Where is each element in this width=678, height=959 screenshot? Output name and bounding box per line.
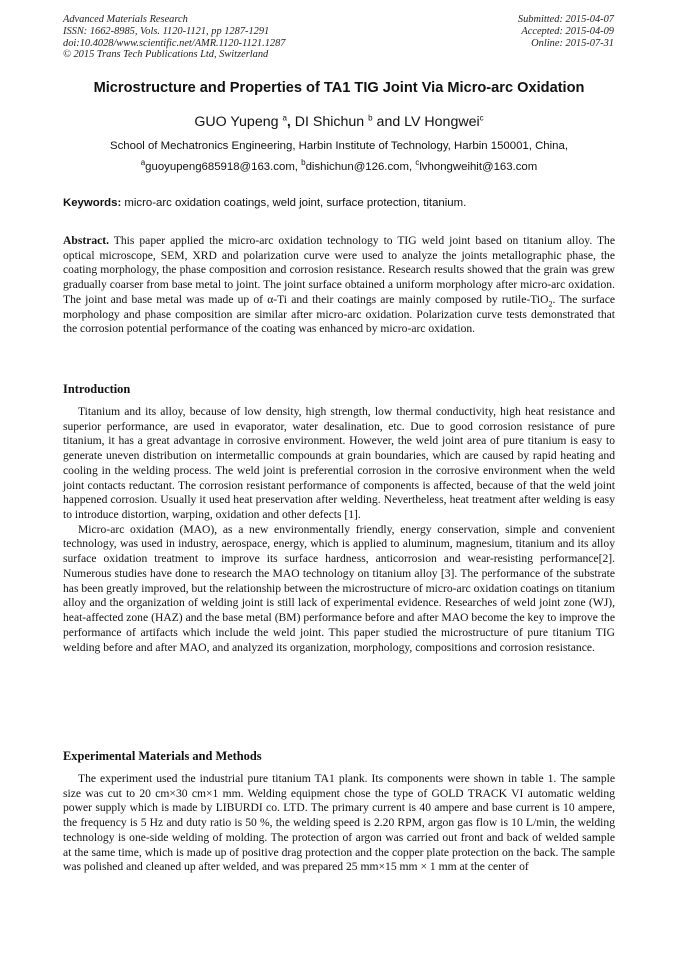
affiliation: School of Mechatronics Engineering, Harbin Institute of Technology, Harbin 150001, China,: [109, 140, 568, 152]
author-name: GUO Yupeng: [194, 114, 279, 130]
email-address: dishichun@126.com,: [305, 161, 416, 173]
paragraph: Micro-arc oxidation (MAO), as a new environmentally friendly, energy conservation, simple and convenient technology, was used in industry, aerospace, energy, which is applied to aluminum, magnesium, titanium and its alloy surface oxidation treatment to improve its surface hardness, anticorrosion and wear-resisting performance[2]. Numerous studies have done to research the MAO technology on titanium alloy [3]. The performance of the substrate has been greatly improved, but the relationship between the microstructure of micro-arc oxidation coatings on titanium alloy and the organization of welding joint is still lack of experimental evidence. Researches of weld joint zone (WJ), heat-affected zone (HAZ) and the base metal (BM) performance before and after MAO become the key to improve the performance of artifacts which include the weld joint. This paper studied the microstructure of pure titanium TIG welding before and after MAO, and analyzed its organization, morphology, compositions and corrosion resistance.: [63, 522, 615, 654]
journal-header-right: [384, 14, 614, 49]
author-list: [40, 114, 638, 130]
email-address: guoyupeng685918@163.com,: [145, 161, 302, 173]
section-heading-introduction: Introduction: [63, 382, 131, 396]
paragraph: The experiment used the industrial pure titanium TA1 plank. Its components were shown in table 1. The sample size was cut to 20 cm×30 cm×1 mm. Welding equipment chose the type of GOLD TRACK VI automatic welding power supply which is made by LIBURDI co. LTD. The primary current is 40 ampere and base current is 10 ampere, the frequency is 5 Hz and duty ratio is 50 %, the welding speed is 2.20 RPM, argon gas flow is 10 L/min, the welding technology is one-side welding of molding. The protection of argon was carried out front and back of welded sample at the same time, which is made up of positive drag protection and the copper plate protection on the back. The sample was polished and cleaned up after welded, and was prepared 25 mm×15 mm × 1 mm at the center of: [63, 772, 615, 874]
accepted-date: Accepted: 2015-04-09: [521, 25, 614, 37]
journal-header-left: [63, 14, 393, 61]
author-name: LV Hongwei: [404, 114, 480, 130]
paper-title: Microstructure and Properties of TA1 TIG Joint Via Micro-arc Oxidation: [93, 80, 585, 96]
abstract-text-cont: . The surface morphology and phase composition are similar after micro-arc oxidation. Polarization curve tests demonstrated that the corrosion potential performance of the coating was enhanced by micro-arc oxidation.: [63, 292, 615, 336]
abstract: [63, 234, 615, 337]
subscript: 2: [548, 299, 553, 309]
author-mark: a: [282, 113, 287, 123]
abstract-label: Abstract.: [63, 234, 110, 247]
introduction-body: [63, 405, 615, 655]
keywords-label: Keywords:: [63, 197, 122, 209]
copyright-line: © 2015 Trans Tech Publications Ltd, Switzerland: [63, 49, 269, 61]
author-name: DI Shichun: [294, 114, 365, 130]
author-separator: ,: [286, 114, 295, 130]
author-separator: and: [372, 114, 405, 130]
email-mark: c: [415, 158, 420, 168]
journal-name: Advanced Materials Research: [63, 14, 188, 25]
email-mark: a: [140, 158, 146, 168]
section-heading-experimental: Experimental Materials and Methods: [63, 749, 262, 763]
author-mark: c: [479, 113, 484, 123]
author-emails: [40, 158, 638, 173]
email-address: lvhongweihit@163.com: [419, 161, 538, 173]
paragraph: Titanium and its alloy, because of low density, high strength, low thermal conductivity, high heat resistance and superior performance, are used in evaporator, water desalination, etc. Due to good corrosion resistance of pure titanium, it has a great advantage in corrosive environment. However, the weld joint area of pure titanium is easy to generate uneven distribution on intermetallic compounds at grain boundaries, which are caused by rapid heating and cooling in the welding process. The weld joint is preferential corrosion in the corrosive environment when the weld joint contacts reductant. The corrosion resistant performance of components is affected, because of that the weld joint happened corrosion. Usually it used heat preservation after welding. Nevertheless, heat treatment after welding is easy to introduce distortion, warping, oxidation and other defects [1].: [63, 405, 615, 522]
online-date: Online: 2015-07-31: [531, 37, 614, 49]
abstract-text: This paper applied the micro-arc oxidation technology to TIG weld joint based on titanium alloy. The optical microscope, SEM, XRD and polarization curve were used to analyze the joints metallographic phase, the coating morphology, the phase composition and corrosion resistance. Research results showed that the grain was grew gradually coarser from base metal to joint. The joint surface obtained a uniform morphology after micro-arc oxidation. The joint and base metal was made up of α-Ti and their coatings are mainly composed by rutile-TiO: [63, 234, 615, 306]
keywords-text: micro-arc oxidation coatings, weld joint, surface protection, titanium.: [121, 197, 467, 209]
submitted-date: Submitted: 2015-04-07: [517, 14, 614, 25]
doi-line: doi:10.4028/www.scientific.net/AMR.1120-1121.1287: [63, 37, 286, 49]
keywords: [63, 197, 615, 209]
experimental-body: [63, 772, 615, 875]
author-mark: b: [368, 113, 373, 123]
email-mark: b: [301, 158, 306, 168]
issn-line: ISSN: 1662-8985, Vols. 1120-1121, pp 1287-1291: [63, 25, 270, 37]
